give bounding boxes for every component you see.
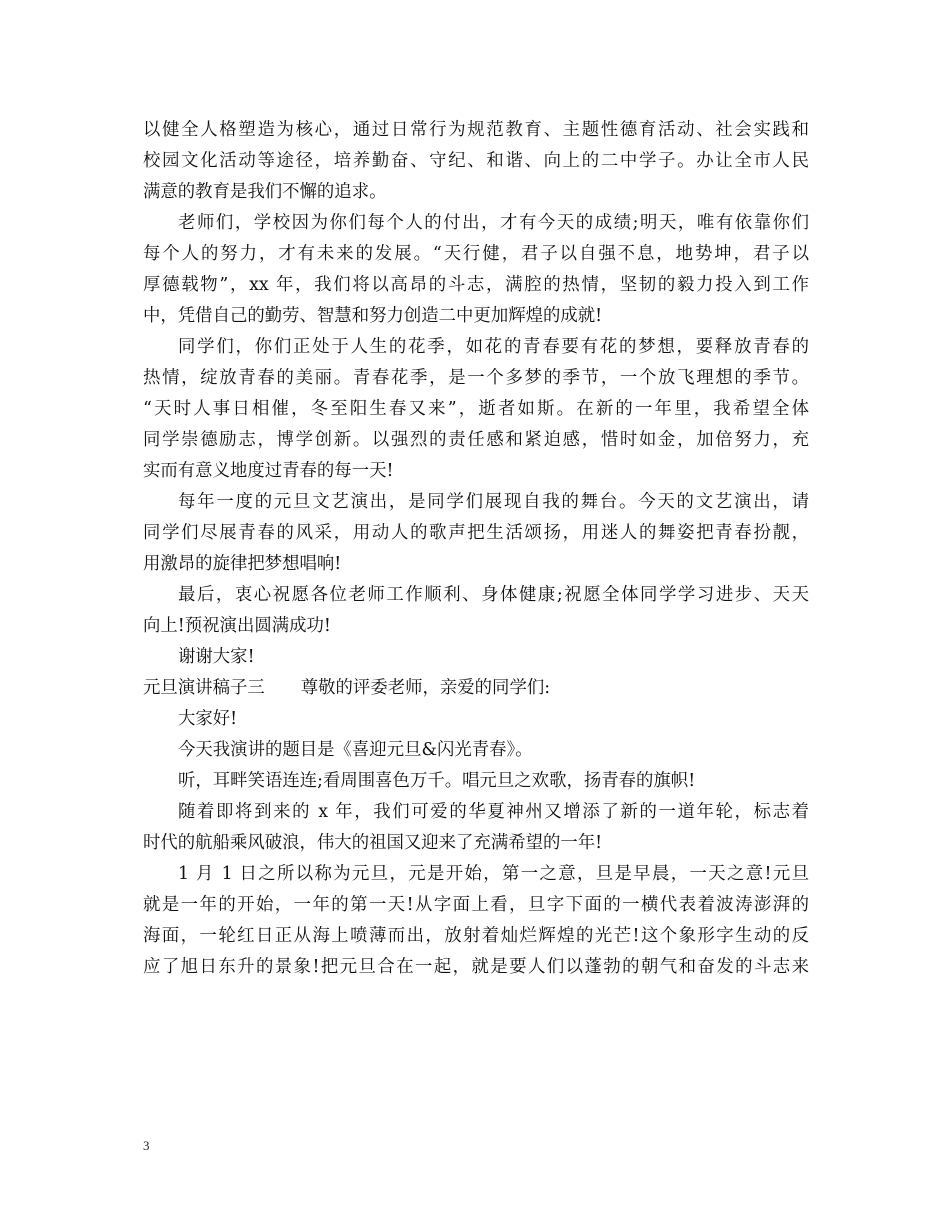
text-line: 用激昂的旋律把梦想唱响! (143, 554, 342, 574)
text-line: 海面，一轮红日正从海上喷薄而出，放射着灿烂辉煌的光芒!这个象形字生动的反 (143, 926, 809, 946)
text-line: 热情，绽放青春的美丽。青春花季，是一个多梦的季节，一个放飞理想的季节。 (143, 368, 809, 388)
text-line: 每个人的努力，才有未来的发展。“天行健，君子以自强不息，地势坤，君子以 (143, 244, 809, 264)
text-line: 时代的航船乘风破浪，伟大的祖国又迎来了充满希望的一年! (143, 833, 603, 853)
text-line: 同学们尽展青春的风采，用动人的歌声把生活颂扬，用迷人的舞姿把青春扮靓， (143, 523, 809, 543)
page-number: 3 (143, 1138, 150, 1153)
document-body (143, 115, 809, 983)
section-heading-line (143, 673, 809, 704)
text-line: 今天我演讲的题目是《喜迎元旦&闪光青春》。 (178, 740, 533, 760)
text-line: 中，凭借自己的勤劳、智慧和努力创造二中更加辉煌的成就! (143, 306, 603, 326)
text-line: “天时人事日相催，冬至阳生春又来”，逝者如斯。在新的一年里，我希望全体 (143, 399, 809, 419)
text-line: 老师们，学校因为你们每个人的付出，才有今天的成绩;明天，唯有依靠你们 (178, 213, 809, 233)
text-line: 最后，衷心祝愿各位老师工作顺利、身体健康;祝愿全体同学学习进步、天天 (178, 585, 809, 605)
text-line: 校园文化活动等途径，培养勤奋、守纪、和谐、向上的二中学子。办让全市人民 (143, 151, 809, 171)
text-line: 以健全人格塑造为核心，通过日常行为规范教育、主题性德育活动、社会实践和 (143, 120, 809, 140)
text-line: 同学崇德励志，博学创新。以强烈的责任感和紧迫感，惜时如金，加倍努力，充 (143, 430, 809, 450)
text-line: 1 月 1 日之所以称为元旦，元是开始，第一之意，旦是早晨，一天之意!元旦 (178, 864, 809, 884)
text-line: 每年一度的元旦文艺演出，是同学们展现自我的舞台。今天的文艺演出，请 (178, 492, 809, 512)
section-title: 元旦演讲稿子三 (143, 678, 265, 698)
text-line: 应了旭日东升的景象!把元旦合在一起，就是要人们以蓬勃的朝气和奋发的斗志来 (143, 957, 809, 977)
text-line: 向上!预祝演出圆满成功! (143, 616, 331, 636)
text-line: 听，耳畔笑语连连;看周围喜色万千。唱元旦之欢歌，扬青春的旗帜! (178, 771, 696, 791)
text-line: 实而有意义地度过青春的每一天! (143, 461, 394, 481)
text-line: 同学们，你们正处于人生的花季，如花的青春要有花的梦想，要释放青春的 (178, 337, 809, 357)
text-line: 谢谢大家! (178, 647, 255, 667)
text-line: 就是一年的开始，一年的第一天!从字面上看，旦字下面的一横代表着波涛澎湃的 (143, 895, 809, 915)
text-line: 大家好! (178, 709, 238, 729)
salutation: 尊敬的评委老师，亲爱的同学们: (300, 678, 551, 698)
text-line: 随着即将到来的 x 年，我们可爱的华夏神州又增添了新的一道年轮，标志着 (178, 802, 809, 822)
text-line: 厚德载物”，xx 年，我们将以高昂的斗志，满腔的热情，坚韧的毅力投入到工作 (143, 275, 809, 295)
text-line: 满意的教育是我们不懈的追求。 (143, 182, 387, 202)
